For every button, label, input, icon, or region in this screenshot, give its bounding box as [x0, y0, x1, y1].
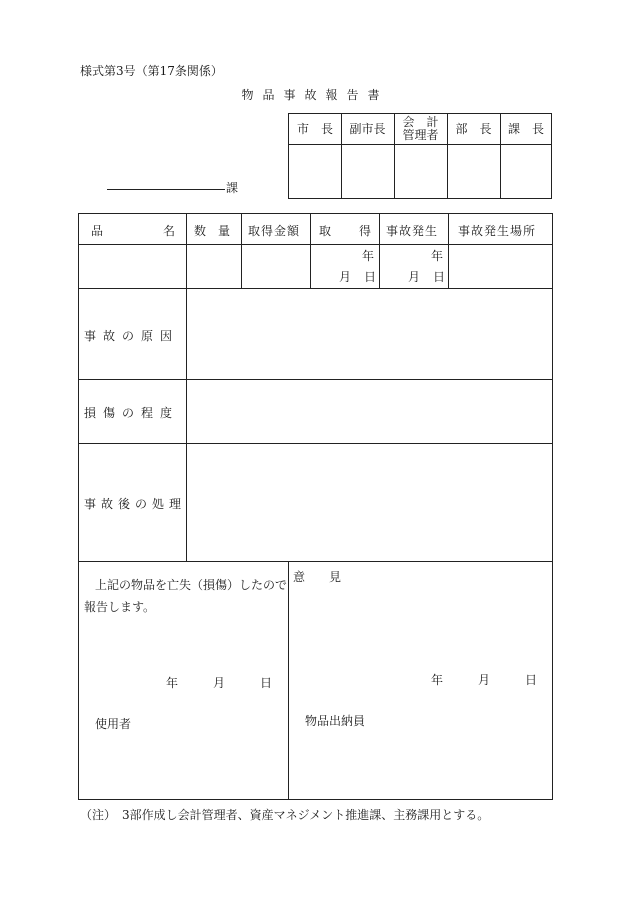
- header-accident-location: 事故発生場所: [458, 224, 537, 238]
- report-day-label: 日: [260, 676, 273, 690]
- approval-header-accounting-line2: 管理者: [402, 128, 439, 142]
- table-line: [310, 214, 311, 288]
- table-line: [379, 214, 380, 288]
- header-quantity: 数 量: [194, 224, 231, 238]
- approval-header-mayor: 市 長: [296, 121, 333, 136]
- form-number: 様式第3号（第17条関係）: [80, 64, 223, 78]
- property-officer-label: 物品出納員: [305, 714, 366, 728]
- occurrence-month-label: 月: [408, 270, 421, 284]
- header-item-name-last: 名: [163, 224, 176, 238]
- table-line: [79, 288, 552, 289]
- occurrence-year-label: 年: [431, 249, 444, 263]
- department-input-line[interactable]: [107, 189, 225, 190]
- table-line: [79, 244, 552, 245]
- report-text-line2: 報告します。: [84, 600, 156, 614]
- department-suffix: 課: [226, 181, 239, 195]
- approval-stamp-table: [288, 113, 552, 199]
- user-label: 使用者: [95, 717, 132, 731]
- report-text-line1: 上記の物品を亡失（損傷）したので: [95, 578, 288, 592]
- opinion-label-first: 意: [293, 570, 306, 584]
- document-title: 物品事故報告書: [241, 88, 389, 102]
- table-line: [79, 379, 552, 380]
- label-post-accident-handling: 事故後の処理: [84, 497, 187, 511]
- acquisition-year-label: 年: [362, 249, 375, 263]
- table-line: [241, 214, 242, 288]
- header-acquisition-last: 得: [359, 224, 372, 238]
- report-month-label: 月: [213, 676, 226, 690]
- header-acquisition-first: 取: [319, 224, 332, 238]
- opinion-month-label: 月: [478, 673, 491, 687]
- opinion-day-label: 日: [525, 673, 538, 687]
- table-line: [186, 214, 187, 561]
- approval-header-accounting-manager: [394, 114, 447, 144]
- table-line: [79, 561, 552, 562]
- header-item-name-first: 品: [91, 224, 104, 238]
- approval-header-director: 部 長: [455, 121, 492, 136]
- approval-header-line: [289, 144, 551, 145]
- accident-report-table: [78, 213, 553, 800]
- header-acquisition-amount: 取得金額: [248, 224, 301, 238]
- table-line: [79, 443, 552, 444]
- footnote: （注） 3部作成し会計管理者、資産マネジメント推進課、主務課用とする。: [80, 808, 490, 822]
- acquisition-day-label: 日: [364, 270, 377, 284]
- occurrence-day-label: 日: [433, 270, 446, 284]
- opinion-year-label: 年: [431, 673, 444, 687]
- approval-header-accounting-line1: 会 計: [402, 115, 439, 129]
- label-accident-cause: 事故の原因: [84, 329, 180, 343]
- approval-header-deputy-mayor: 副市長: [349, 121, 386, 136]
- report-year-label: 年: [166, 676, 179, 690]
- header-accident-occurrence: 事故発生: [386, 224, 439, 238]
- table-line: [288, 561, 289, 799]
- label-damage-extent: 損傷の程度: [84, 406, 180, 420]
- opinion-label-last: 見: [329, 570, 342, 584]
- table-line: [448, 214, 449, 288]
- acquisition-month-label: 月: [339, 270, 352, 284]
- approval-header-section-chief: 課 長: [507, 121, 544, 136]
